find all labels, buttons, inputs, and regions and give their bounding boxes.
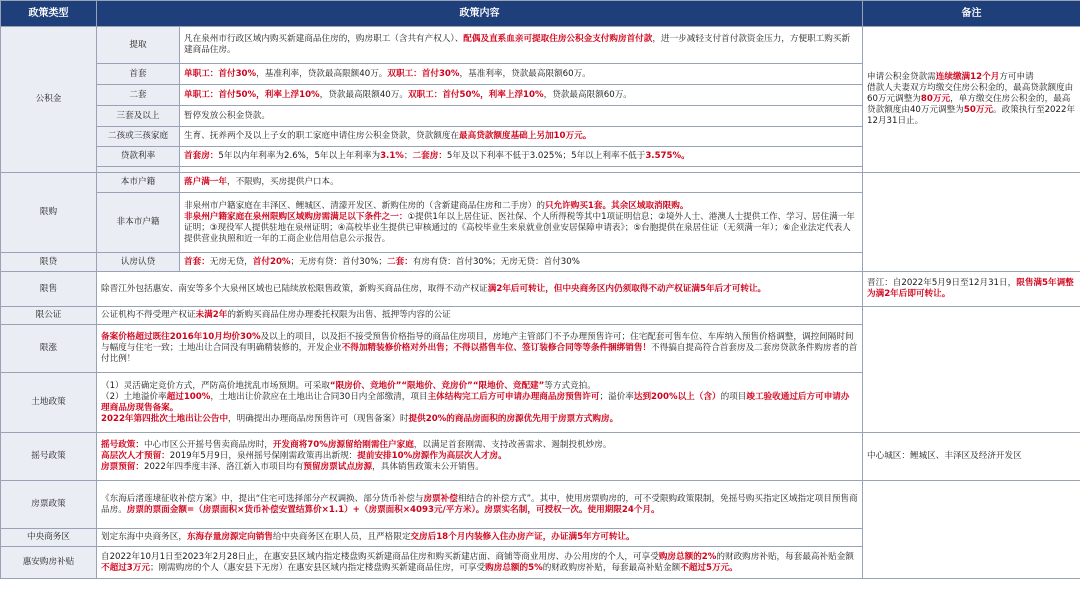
header-policy-type: 政策类型 bbox=[1, 1, 97, 27]
note-gjj: 申请公积金贷款需连续缴满12个月方可申请 借款人夫妻双方均缴交住房公积金的，最高贷款额度由60万元调整为80万元，单方缴交住房公积金的，最高贷款额度由40万元调整为50万元。政策执行至2022年12月31日止。 bbox=[863, 27, 1080, 173]
category-tudi: 土地政策 bbox=[1, 373, 97, 433]
table-row bbox=[1, 173, 1080, 193]
note-empty bbox=[863, 481, 1080, 579]
header-note: 备注 bbox=[863, 1, 1080, 27]
policy-text: 暂停发放公积金贷款。 bbox=[180, 106, 863, 127]
header-row bbox=[1, 1, 1080, 27]
category-xiangou: 限购 bbox=[1, 173, 97, 253]
policy-text: 摇号政策：中心市区公开摇号售卖商品房时，开发商将70%房源留给刚需住户家庭，以满足首套刚需、支持改善需求、遏制投机炒房。 高层次人才预留：2019年5月9日，泉州摇号保刚需政策再出新规：提前安排10%房源作为高层次人才房。 房票预留：2022年四季度丰泽、洛江新入市项目均有预留房票试点房源，具体销售政策未公开销售。 bbox=[97, 433, 863, 481]
category-xiangongzheng: 限公证 bbox=[1, 307, 97, 325]
category-gjj: 公积金 bbox=[1, 27, 97, 173]
sub-label: 二孩或三孩家庭 bbox=[97, 127, 180, 147]
sub-label: 二套 bbox=[97, 85, 180, 106]
policy-text: 《东海后渚莲埭征收补偿方案》中，提出“住宅可选择部分产权调换、部分货币补偿与房票补偿相结合的补偿方式”。其中，使用房票购房的，可不受限购政策限制，免摇号购买指定区域指定项目预售商品房。房票的票面金额=（房票面积×货币补偿安置结算价×1.1）+（房票面积×4093元/平方米）。房票实名制，可授权一次。使用期限24个月。 bbox=[97, 481, 863, 529]
category-yaohao: 摇号政策 bbox=[1, 433, 97, 481]
note-yaohao: 中心城区：鲤城区、丰泽区及经济开发区 bbox=[863, 433, 1080, 481]
sub-label: 认房认贷 bbox=[97, 253, 180, 272]
category-xianshou: 限售 bbox=[1, 272, 97, 307]
sub-label: 本市户籍 bbox=[97, 173, 180, 193]
policy-text: 自2022年10月1日至2023年2月28日止，在惠安县区域内指定楼盘购买新建商品住房和购买新建店面、商铺等商业用房、办公用房的个人，可享受购房总额的2%的财政购房补贴，每套最高补贴金额不超过3万元；刚需购房的个人（惠安县下无房）在惠安县区域内指定楼盘购买新建商品住房，可享受购房总额的5%的财政购房补贴，每套最高补贴金额不超过5万元。 bbox=[97, 547, 863, 579]
category-xianzhang: 限涨 bbox=[1, 325, 97, 373]
note-empty bbox=[863, 307, 1080, 433]
policy-text: 首套房：5年以内年利率为2.6%，5年以上年利率为3.1%；二套房：5年及以下利率不低于3.025%；5年以上利率不低于3.575%。 bbox=[180, 147, 863, 167]
table-row bbox=[1, 307, 1080, 325]
category-xiandai: 限贷 bbox=[1, 253, 97, 272]
policy-text: 除晋江外包括惠安、南安等多个大泉州区域也已陆续放松限售政策，新购买商品住房，取得不动产权证满2年后可转让，但中央商务区内仍须取得不动产权证满5年后才可转让。 bbox=[97, 272, 863, 307]
category-huian: 惠安购房补贴 bbox=[1, 547, 97, 579]
table-row bbox=[1, 481, 1080, 529]
policy-text: 非泉州市户籍家庭在丰泽区、鲤城区、清濛开发区、新购住房的（含新建商品住房和二手房）的只允许购买1套。其余区域取消限购。 非泉州户籍家庭在泉州限购区域购房需满足以下条件之一：①提供1年以上居住证、医社保、个人所得税等其中1项证明信息；②境外人士、港澳人士提供工作、学习、居住满一年证明；③现役军人提供驻地在泉州证明；④高校毕业生提供已审核通过的《高校毕业生来泉就业创业安居保障申请表》；⑤台胞提供在泉居住证（无须满一年）；⑥企业法定代表人提供营业执照和近一年的工商企业信用信息公示报告。 bbox=[180, 193, 863, 253]
sub-label: 三套及以上 bbox=[97, 106, 180, 127]
policy-text: 生育、抚养两个及以上子女的职工家庭申请住房公积金贷款，贷款额度在最高贷款额度基础上另加10万元。 bbox=[180, 127, 863, 147]
table-row bbox=[1, 27, 1080, 64]
note-empty bbox=[863, 173, 1080, 272]
policy-text: 落户满一年，不限购，买房提供户口本。 bbox=[180, 173, 863, 193]
header-policy-content: 政策内容 bbox=[97, 1, 863, 27]
table-row bbox=[1, 272, 1080, 307]
note-xianshou: 晋江：自2022年5月9日至12月31日，限售满5年调整为满2年后即可转让。 bbox=[863, 272, 1080, 307]
policy-text: 备案价格超过既往2016年10月均价30%及以上的项目，以及拒不接受预售价格指导的商品住房项目，房地产主管部门不予办理预售许可；住宅配套可售车位、车库纳入预售价格调整，调控间隔时间与幅度与住宅一致；土地出让合同没有明确精装修的，开发企业不得加精装修价格对外出售；不得以搭售车位、签订装修合同等等条件捆绑销售！不得搞自提高符合首套房及二套房贷款条件购房者的首付比例！ bbox=[97, 325, 863, 373]
table-row bbox=[1, 433, 1080, 481]
policy-text: （1）灵活确定竞价方式，严防高价地扰乱市场预期。可采取“限房价、竞地价”“限地价、竞房价”“限地价、竞配建”等方式竞拍。 （2）土地溢价率超过100%，土地出让价款应在土地出让合同30日内全部缴清，项目主体结构完工后方可申请办理商品房预售许可；溢价率达到200%以上（含）的项目竣工验收通过后方可申请办理商品房现售备案。 2022年第四批次土地出让公告中，明确提出办理商品房预售许可（现售备案）时提供20%的商品房面积的房源优先用于房票方式购房。 bbox=[97, 373, 863, 433]
policy-text: 公证机构不得受理产权证未满2年的新购买商品住房办理委托权限为出售、抵押等内容的公证 bbox=[97, 307, 863, 325]
policy-text: 单职工：首付30%，基准利率，贷款最高限额40万。双职工：首付30%，基准利率，贷款最高限额60万。 bbox=[180, 64, 863, 85]
category-fangpiao: 房票政策 bbox=[1, 481, 97, 529]
sub-label: 首套 bbox=[97, 64, 180, 85]
policy-text: 划定东海中央商务区，东海存量房源定向销售给中央商务区在职人员，且严格限定交房后18个月内装修入住办房产证，办证满5年方可转让。 bbox=[97, 529, 863, 547]
category-zhongyang: 中央商务区 bbox=[1, 529, 97, 547]
sub-label: 提取 bbox=[97, 27, 180, 64]
policy-text: 单职工：首付50%，利率上浮10%，贷款最高限额40万。双职工：首付50%，利率上浮10%，贷款最高限额60万。 bbox=[180, 85, 863, 106]
sub-label: 非本市户籍 bbox=[97, 193, 180, 253]
sub-label: 贷款利率 bbox=[97, 147, 180, 167]
policy-text: 首套：无房无贷，首付20%；无房有贷：首付30%；二套：有房有贷：首付30%；无房无贷：首付30% bbox=[180, 253, 863, 272]
policy-text: 凡在泉州市行政区域内购买新建商品住房的，购房职工（含共有产权人）、配偶及直系血亲可提取住房公积金支付购房首付款，进一步减轻支付首付款资金压力，方便职工购买新建商品住房。 bbox=[180, 27, 863, 64]
